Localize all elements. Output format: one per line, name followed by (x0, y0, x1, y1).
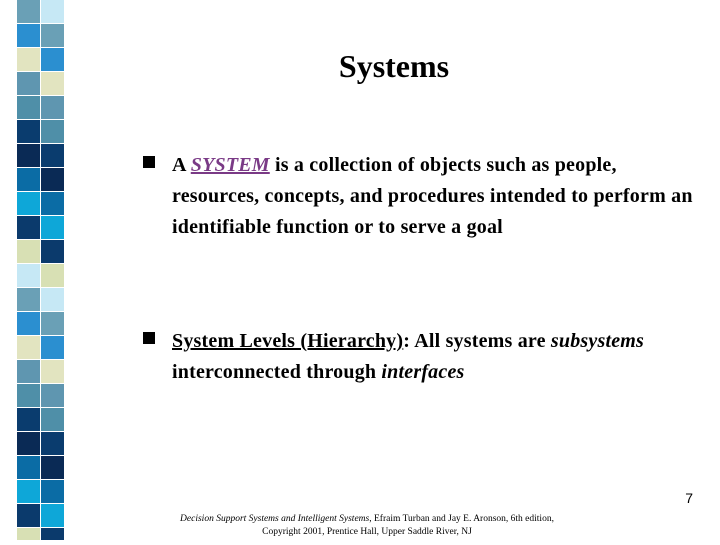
band-square (41, 480, 64, 503)
text-run: is a collection of objects such as people, resources, concepts, and procedures intended to perform an identifiable function or to serve a goal (172, 154, 693, 238)
band-square (17, 120, 40, 143)
band-square (41, 312, 64, 335)
band-square (17, 384, 40, 407)
band-square (41, 456, 64, 479)
band-square (17, 264, 40, 287)
text-run: interconnected through (172, 361, 382, 383)
system-levels-term: System Levels (Hierarchy) (172, 330, 404, 352)
band-square (17, 480, 40, 503)
band-square (41, 264, 64, 287)
bullet-item-system-levels (143, 326, 703, 388)
band-square (17, 528, 40, 540)
band-square (17, 408, 40, 431)
band-square (41, 408, 64, 431)
band-square (17, 24, 40, 47)
text-run: : All systems are (403, 330, 551, 352)
bullet-text (172, 150, 703, 243)
band-square (17, 288, 40, 311)
footer-book-title: Decision Support Systems and Intelligent Systems (180, 514, 370, 524)
band-square (17, 0, 40, 23)
slide-title: Systems (338, 48, 450, 84)
band-square (17, 96, 40, 119)
band-square (41, 240, 64, 263)
band-square (41, 504, 64, 527)
band-square (41, 528, 64, 540)
square-bullet-icon (143, 332, 155, 344)
band-square (17, 360, 40, 383)
square-bullet-icon (143, 156, 155, 168)
band-square (41, 120, 64, 143)
band-square (41, 168, 64, 191)
band-square (17, 504, 40, 527)
band-square (41, 288, 64, 311)
band-square (17, 456, 40, 479)
band-square (41, 336, 64, 359)
interfaces-term: interfaces (381, 361, 465, 383)
system-term-link: SYSTEM (190, 154, 270, 176)
footer-citation (172, 513, 562, 539)
band-square (41, 24, 64, 47)
band-square (17, 336, 40, 359)
band-square (41, 0, 64, 23)
text-run: A (172, 154, 191, 176)
band-square (17, 192, 40, 215)
band-square (41, 384, 64, 407)
band-square (17, 240, 40, 263)
band-square (41, 144, 64, 167)
bullet-text (172, 326, 703, 388)
band-square (17, 432, 40, 455)
band-square (17, 144, 40, 167)
band-square (41, 192, 64, 215)
bullet-item-system-definition (143, 150, 703, 243)
band-square (41, 96, 64, 119)
subsystems-term: subsystems (550, 330, 645, 352)
band-square (17, 312, 40, 335)
band-square (41, 360, 64, 383)
footer-copyright: Copyright 2001, Prentice Hall, Upper Saddle River, NJ (262, 527, 472, 537)
band-square (17, 216, 40, 239)
page-number: 7 (685, 490, 693, 506)
band-square (41, 216, 64, 239)
footer-authors: , Efraim Turban and Jay E. Aronson, 6th edition, (369, 514, 554, 524)
band-square (17, 168, 40, 191)
band-square (41, 432, 64, 455)
